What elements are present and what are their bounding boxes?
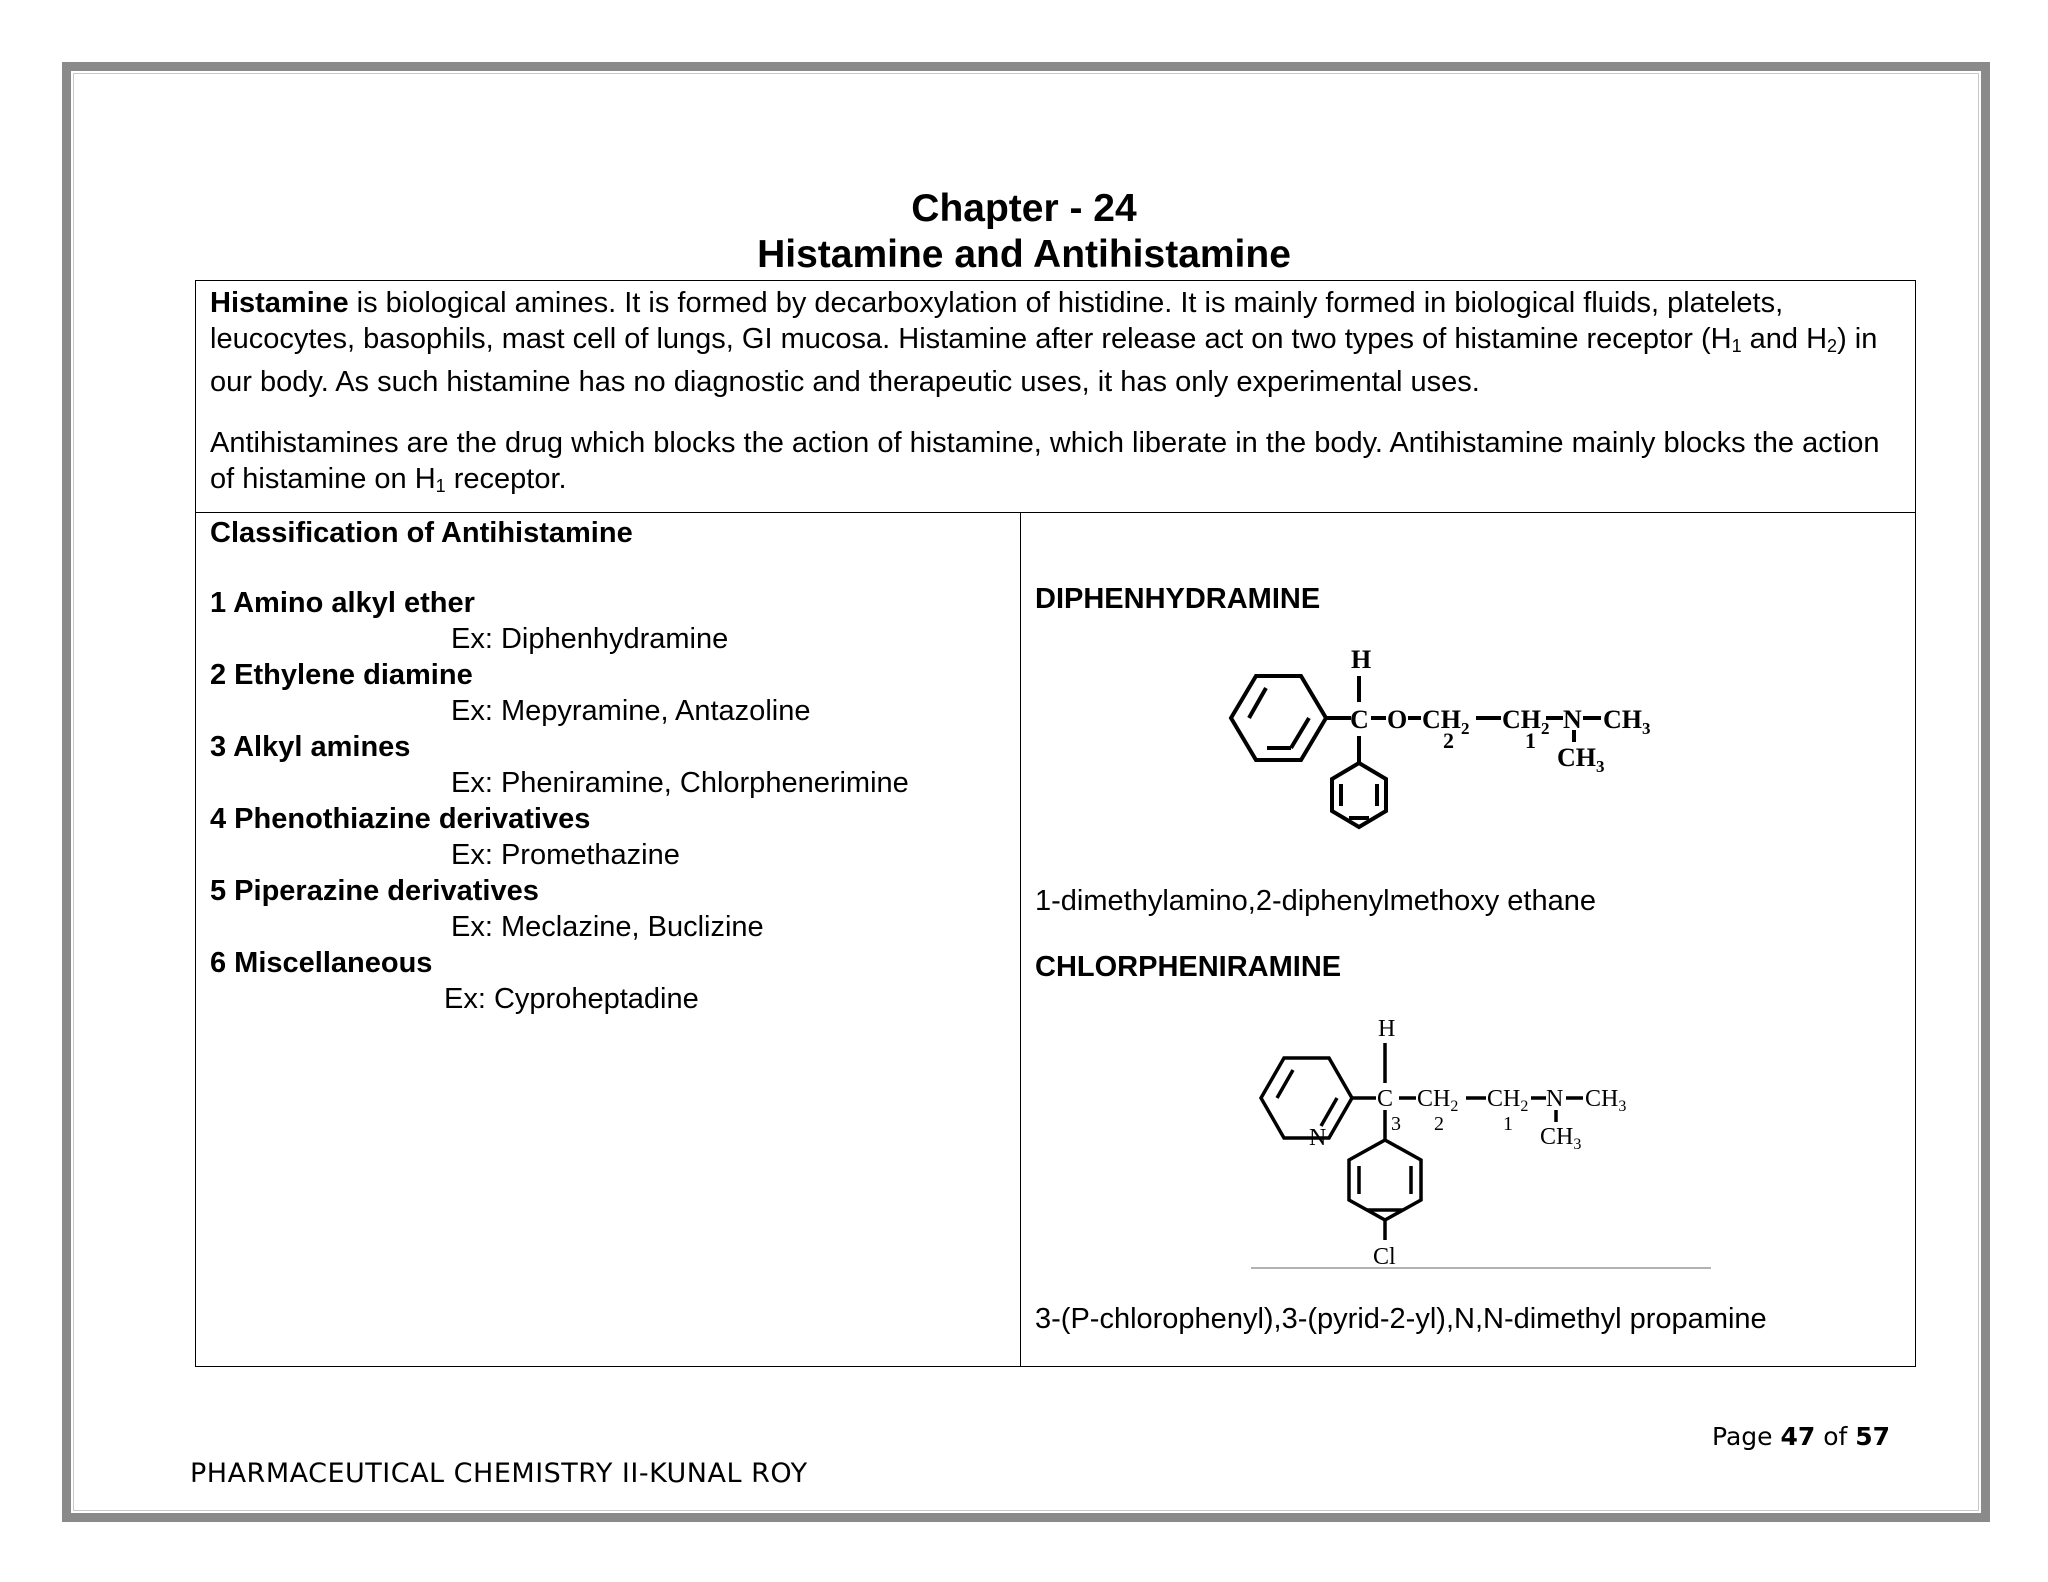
position-1: 1: [1503, 1113, 1513, 1135]
chlorpheniramine-structure: [1241, 1008, 1711, 1273]
group-ch2-a-sub: 2: [1461, 719, 1470, 738]
position-2: 2: [1443, 728, 1454, 753]
page-number: [1712, 1422, 1890, 1451]
group-ch3-b-sub: 3: [1573, 1136, 1582, 1153]
class-item: 5 Piperazine derivatives: [210, 875, 539, 907]
drug-name-chlorpheniramine: CHLORPHENIRAMINE: [1035, 951, 1342, 983]
position-2: 2: [1434, 1113, 1444, 1135]
pyridine-ring: [1261, 1058, 1352, 1138]
position-3: 3: [1391, 1113, 1401, 1135]
diphenhydramine-structure: [1201, 638, 1711, 858]
intro-text-c: ) in our body. As such histamine has no diagnostic and therapeutic uses, it has only experimental uses.: [210, 323, 1878, 398]
group-ch2-a-text: CH: [1417, 1086, 1451, 1112]
class-example: Ex: Promethazine: [451, 839, 680, 871]
atom-h: H: [1351, 645, 1372, 674]
page-prefix: Page: [1712, 1422, 1781, 1451]
intro2-text-a: Antihistamines are the drug which blocks the action of histamine, which liberate in the body. Antihistamine mainly blocks the action of histamine on H: [210, 427, 1880, 495]
group-ch3-b: [1540, 1124, 1581, 1153]
class-example: Ex: Pheniramine, Chlorphenerimine: [451, 767, 909, 799]
group-ch3-b-text: CH: [1540, 1124, 1574, 1150]
group-ch2-b-text: CH: [1502, 705, 1541, 734]
drug-name-diphenhydramine: DIPHENHYDRAMINE: [1035, 583, 1321, 615]
group-ch3-a-text: CH: [1585, 1086, 1619, 1112]
group-ch3-b: [1557, 743, 1605, 776]
class-item: 1 Amino alkyl ether: [210, 587, 475, 619]
structures-cell: [1021, 513, 1915, 1366]
class-example: Ex: Diphenhydramine: [451, 623, 729, 655]
page-of: of: [1815, 1422, 1856, 1451]
intro-text-b: and H: [1741, 323, 1828, 355]
chapter-number: Chapter - 24: [911, 187, 1137, 230]
chapter-title: Histamine and Antihistamine: [757, 233, 1291, 276]
class-item: 2 Ethylene diamine: [210, 659, 473, 691]
class-example: Ex: Mepyramine, Antazoline: [451, 695, 811, 727]
group-ch3-a-sub: 3: [1618, 1098, 1627, 1115]
class-item: 3 Alkyl amines: [210, 731, 411, 763]
class-item: 4 Phenothiazine derivatives: [210, 803, 591, 835]
group-ch3-b-text: CH: [1557, 743, 1596, 772]
group-ch2-b-sub: 2: [1541, 719, 1550, 738]
group-ch2-a-text: CH: [1422, 705, 1461, 734]
classification-cell: [196, 513, 1021, 1366]
group-ch3-a: [1603, 705, 1651, 738]
title-block: [0, 186, 2048, 278]
histamine-term: Histamine: [210, 287, 349, 319]
subscript-1b: 1: [435, 476, 446, 496]
group-ch2-b-sub: 2: [1520, 1098, 1529, 1115]
page-total: 57: [1855, 1422, 1891, 1451]
intro2-text-b: receptor.: [445, 463, 567, 495]
atom-n-pyridine: N: [1309, 1125, 1327, 1151]
atom-n: N: [1563, 705, 1582, 734]
group-ch2-b: [1487, 1086, 1528, 1115]
group-ch3-a-sub: 3: [1642, 719, 1651, 738]
content-table: [195, 280, 1916, 1367]
group-ch2-b-text: CH: [1487, 1086, 1521, 1112]
class-example: Ex: Meclazine, Buclizine: [451, 911, 764, 943]
group-ch2-a-sub: 2: [1450, 1098, 1459, 1115]
intro-paragraph-histamine: [210, 285, 1901, 400]
subscript-2: 2: [1827, 336, 1838, 356]
iupac-chlorpheniramine: 3-(P-chlorophenyl),3-(pyrid-2-yl),N,N-dimethyl propamine: [1035, 1303, 1767, 1335]
atom-n: N: [1546, 1086, 1564, 1112]
intro-text-a: is biological amines. It is formed by decarboxylation of histidine. It is mainly formed in biological fluids, platelets, leucocytes, basophils, mast cell of lungs, GI mucosa. Histamine after release act on two types of histamine receptor (H: [210, 287, 1784, 355]
group-ch3-a: [1585, 1086, 1626, 1115]
atom-c: C: [1377, 1086, 1394, 1112]
intro-cell: [196, 281, 1915, 513]
classification-title: Classification of Antihistamine: [210, 517, 633, 549]
class-item: 6 Miscellaneous: [210, 947, 433, 979]
book-footer: PHARMACEUTICAL CHEMISTRY II-KUNAL ROY: [190, 1458, 808, 1489]
iupac-diphenhydramine: 1-dimethylamino,2-diphenylmethoxy ethane: [1035, 885, 1596, 917]
atom-c: C: [1350, 705, 1369, 734]
intro-paragraph-antihistamine: [210, 425, 1901, 504]
class-example: Ex: Cyproheptadine: [444, 983, 699, 1015]
group-ch3-b-sub: 3: [1596, 757, 1605, 776]
atom-o: O: [1387, 705, 1408, 734]
group-ch3-a-text: CH: [1603, 705, 1642, 734]
atom-cl: Cl: [1373, 1244, 1396, 1270]
group-ch2-a: [1417, 1086, 1458, 1115]
position-1: 1: [1525, 728, 1536, 753]
page-current: 47: [1780, 1422, 1816, 1451]
atom-h: H: [1378, 1016, 1396, 1042]
subscript-1: 1: [1731, 336, 1742, 356]
